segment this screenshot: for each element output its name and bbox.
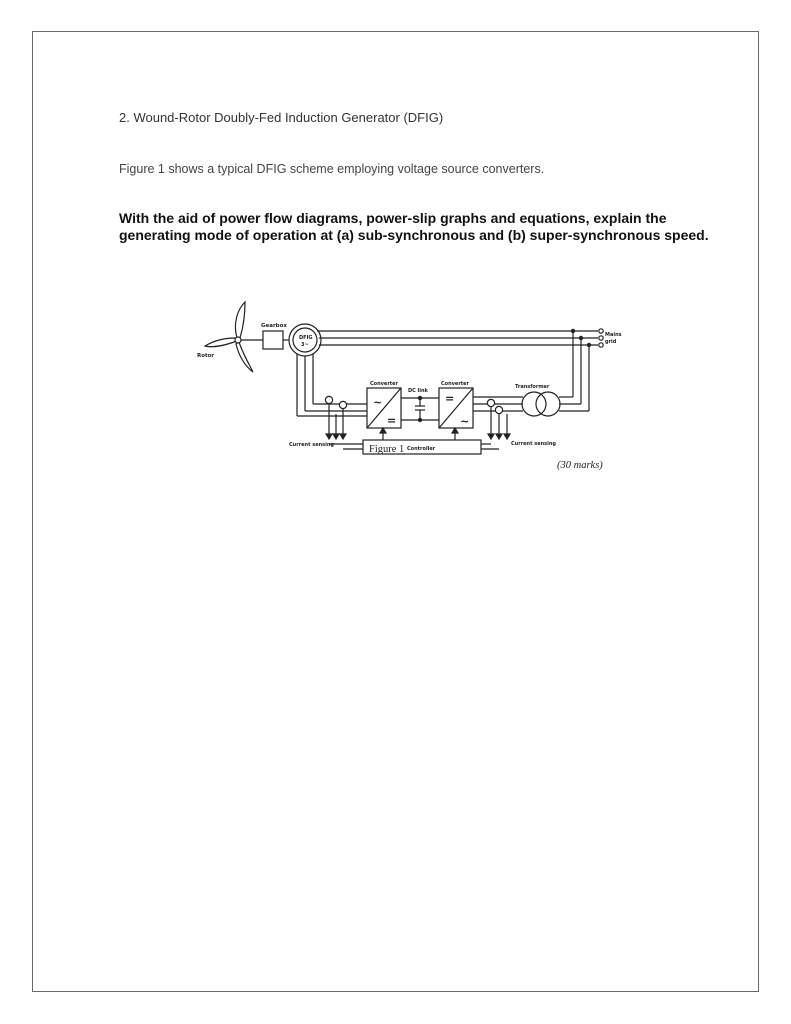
current-sensing-right-label: Current sensing	[511, 441, 556, 447]
question-text: With the aid of power flow diagrams, power-slip graphs and equations, explain the generating mode of operation at (a) sub-synchronous and (b) super-synchronous speed.	[119, 210, 709, 243]
turbine-blade-icon	[235, 302, 245, 338]
dfig-diagram	[193, 294, 622, 466]
dc-link-label: DC link	[408, 388, 428, 394]
current-sensing-left-label: Current sensing	[289, 442, 334, 448]
figure-intro-text: Figure 1 shows a typical DFIG scheme employing voltage source converters.	[119, 162, 545, 176]
gearbox-label: Gearbox	[261, 323, 287, 329]
figure-caption: Figure 1	[369, 444, 405, 455]
converter-left-label: Converter	[370, 381, 399, 387]
document-page	[32, 31, 759, 992]
converter-right-dc-symbol: =	[445, 392, 455, 405]
converter-left-dc-symbol: =	[387, 414, 397, 427]
dfig-label: DFIG	[299, 335, 313, 341]
transformer-winding-icon	[522, 392, 546, 416]
controller-label: Controller	[407, 446, 436, 452]
turbine-blade-icon	[236, 342, 253, 372]
question-heading: 2. Wound-Rotor Doubly-Fed Induction Generator (DFIG)	[119, 110, 444, 125]
rotor-label: Rotor	[197, 353, 215, 359]
gearbox-block	[263, 331, 283, 349]
grid-label: grid	[605, 339, 617, 345]
converter-left-ac-symbol: ~	[373, 396, 383, 409]
dfig-phase-label: 3~	[301, 342, 309, 348]
turbine-blade-icon	[205, 338, 237, 347]
transformer-label: Transformer	[515, 384, 550, 390]
converter-right-label: Converter	[441, 381, 470, 387]
converter-right-ac-symbol: ~	[460, 415, 470, 428]
turbine-hub-icon	[235, 337, 241, 343]
mains-label: Mains	[605, 332, 622, 338]
marks-allocation: (30 marks)	[557, 460, 603, 471]
